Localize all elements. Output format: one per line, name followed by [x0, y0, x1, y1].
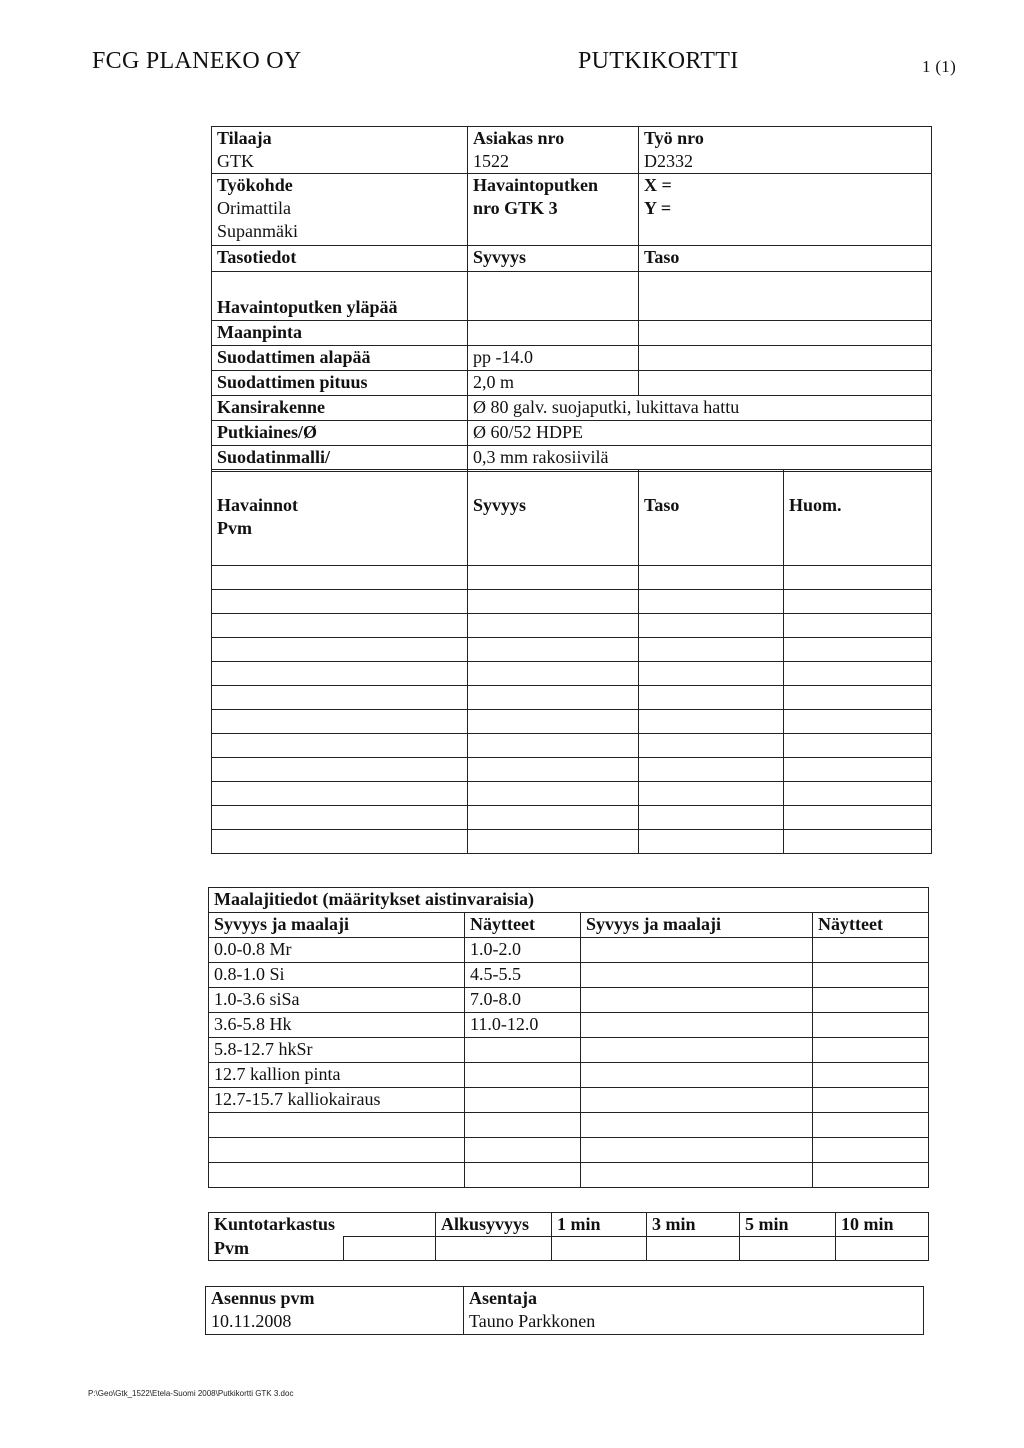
- soil-row: [209, 988, 929, 1013]
- obs-syvyys-header: Syvyys: [468, 494, 639, 566]
- min1-header: 1 min: [552, 1213, 647, 1237]
- tyo-value: D2332: [644, 151, 693, 171]
- tyo-cell: [639, 127, 932, 174]
- soil-sample: [465, 1088, 581, 1113]
- putki-label-line1: Havaintoputken: [473, 175, 599, 195]
- putki-nro-cell: [468, 174, 639, 246]
- min3-header: 3 min: [647, 1213, 740, 1237]
- putki-label-line2: nro GTK 3: [473, 198, 558, 218]
- info-row-label: Havaintoputken yläpää: [212, 296, 468, 321]
- soil-sample: 4.5-5.5: [465, 963, 581, 988]
- soil-layer: 0.8-1.0 Si: [209, 963, 465, 988]
- observation-row: [212, 758, 932, 782]
- info-row-label: Maanpinta: [212, 321, 468, 346]
- info-row-label: Suodattimen pituus: [212, 371, 468, 396]
- soil-row: [209, 1163, 929, 1188]
- info-table: [211, 126, 932, 472]
- observation-row: [212, 782, 932, 806]
- info-row-value: [468, 321, 639, 346]
- soil-col1-header: Syvyys ja maalaji: [209, 913, 465, 938]
- observation-row: [212, 710, 932, 734]
- x-coord-label: X =: [644, 175, 672, 195]
- soil-layer: 12.7 kallion pinta: [209, 1063, 465, 1088]
- install-date-value: 10.11.2008: [211, 1311, 292, 1331]
- soil-title: Maalajitiedot (määritykset aistinvaraisia): [209, 888, 929, 913]
- obs-taso-header: Taso: [639, 494, 784, 566]
- pvm-label: Pvm: [217, 517, 252, 538]
- file-path-footer: P:\Geo\Gtk_1522\Etela-Suomi 2008\Putkikortti GTK 3.doc: [88, 1389, 294, 1398]
- observation-row: [212, 662, 932, 686]
- observation-row: [212, 590, 932, 614]
- soil-col4-header: Näytteet: [813, 913, 929, 938]
- soil-row: [209, 938, 929, 963]
- condition-pvm-label: Pvm: [209, 1237, 344, 1261]
- info-row-value: 0,3 mm rakosiivilä: [468, 446, 932, 472]
- havainnot-label: Havainnot: [217, 494, 299, 515]
- observations-table: [211, 469, 932, 854]
- installer-label: Asentaja: [469, 1288, 537, 1308]
- havainnot-cell: [212, 494, 468, 566]
- soil-sample: 7.0-8.0: [465, 988, 581, 1013]
- soil-row: [209, 1138, 929, 1163]
- y-coord-label: Y =: [644, 198, 672, 218]
- soil-layer: 5.8-12.7 hkSr: [209, 1038, 465, 1063]
- info-row-value: Ø 60/52 HDPE: [468, 421, 932, 446]
- soil-table: [208, 887, 929, 1188]
- soil-col3-header: Syvyys ja maalaji: [581, 913, 813, 938]
- observation-row: [212, 686, 932, 710]
- syvyys-header: Syvyys: [468, 246, 639, 272]
- company-name: FCG PLANEKO OY: [92, 48, 302, 74]
- tyokohde-line2: Supanmäki: [217, 221, 298, 241]
- soil-row: [209, 1088, 929, 1113]
- condition-table: [208, 1212, 929, 1261]
- info-row-value: pp -14.0: [468, 346, 639, 371]
- info-row-label: Suodatinmalli/: [212, 446, 468, 472]
- obs-huom-header: Huom.: [784, 494, 932, 566]
- soil-row: [209, 1013, 929, 1038]
- soil-layer: 3.6-5.8 Hk: [209, 1013, 465, 1038]
- min5-header: 5 min: [740, 1213, 836, 1237]
- soil-sample: [465, 1038, 581, 1063]
- soil-layer: 1.0-3.6 siSa: [209, 988, 465, 1013]
- asiakas-label: Asiakas nro: [473, 128, 565, 148]
- install-date-cell: [206, 1287, 464, 1335]
- document-title: PUTKIKORTTI: [578, 48, 739, 74]
- install-table: [205, 1286, 924, 1335]
- soil-sample: [465, 1063, 581, 1088]
- tilaaja-cell: [212, 127, 468, 174]
- soil-col2-header: Näytteet: [465, 913, 581, 938]
- observation-row: [212, 830, 932, 854]
- soil-sample: 1.0-2.0: [465, 938, 581, 963]
- soil-row: [209, 963, 929, 988]
- soil-row: [209, 1113, 929, 1138]
- tasotiedot-label: Tasotiedot: [212, 246, 468, 272]
- tyo-label: Työ nro: [644, 128, 704, 148]
- tyokohde-label: Työkohde: [217, 175, 293, 195]
- alkusyvyys-header: Alkusyvyys: [436, 1213, 552, 1237]
- asiakas-value: 1522: [473, 151, 509, 171]
- soil-layer: 0.0-0.8 Mr: [209, 938, 465, 963]
- page-number: 1 (1): [922, 57, 957, 76]
- tyokohde-line1: Orimattila: [217, 198, 291, 218]
- tyokohde-cell: [212, 174, 468, 246]
- soil-layer: 12.7-15.7 kalliokairaus: [209, 1088, 465, 1113]
- observation-row: [212, 806, 932, 830]
- coords-cell: [639, 174, 932, 246]
- taso-header: Taso: [639, 246, 932, 272]
- observation-row: [212, 566, 932, 590]
- info-row-value: 2,0 m: [468, 371, 639, 396]
- installer-cell: [464, 1287, 924, 1335]
- installer-value: Tauno Parkkonen: [469, 1311, 596, 1331]
- info-row-value: [468, 296, 639, 321]
- observation-row: [212, 734, 932, 758]
- install-date-label: Asennus pvm: [211, 1288, 315, 1308]
- soil-row: [209, 1063, 929, 1088]
- info-row-value: Ø 80 galv. suojaputki, lukittava hattu: [468, 396, 932, 421]
- tilaaja-label: Tilaaja: [217, 128, 272, 148]
- soil-row: [209, 1038, 929, 1063]
- info-row-label: Putkiaines/Ø: [212, 421, 468, 446]
- observation-row: [212, 614, 932, 638]
- tilaaja-value: GTK: [217, 151, 254, 171]
- soil-sample: 11.0-12.0: [465, 1013, 581, 1038]
- min10-header: 10 min: [836, 1213, 929, 1237]
- observation-row: [212, 638, 932, 662]
- asiakas-cell: [468, 127, 639, 174]
- info-row-label: Kansirakenne: [212, 396, 468, 421]
- info-row-label: Suodattimen alapää: [212, 346, 468, 371]
- kuntotarkastus-label: Kuntotarkastus: [209, 1213, 436, 1237]
